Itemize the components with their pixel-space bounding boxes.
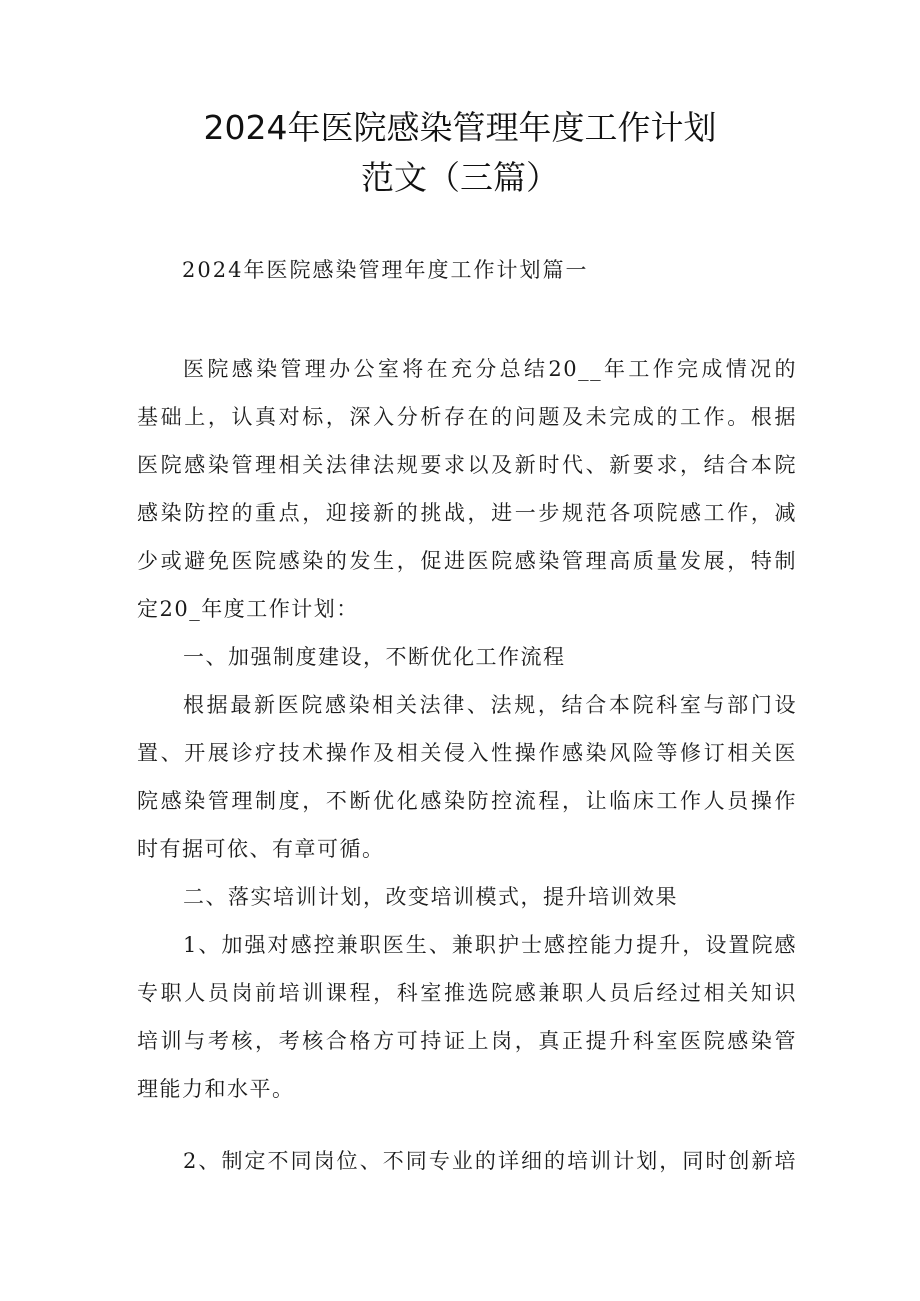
section-2-heading bbox=[137, 873, 797, 921]
paragraph-line: 理能力和水平。 bbox=[137, 1077, 295, 1101]
paragraph-line: 培训与考核，考核合格方可持证上岗，真正提升科室医院感染管 bbox=[137, 1029, 797, 1053]
document-title-line-2: 范文（三篇） bbox=[361, 158, 559, 197]
article-subheading: 2024年医院感染管理年度工作计划篇一 bbox=[182, 258, 589, 282]
section-heading-text: 二、落实培训计划，改变培训模式，提升培训效果 bbox=[183, 885, 678, 909]
section-1-paragraph bbox=[137, 681, 797, 873]
item-1-paragraph bbox=[137, 921, 797, 1113]
paragraph-line: 根据最新医院感染相关法律、法规，结合本院科室与部门设 bbox=[183, 693, 797, 717]
paragraph-line: 定20_年度工作计划： bbox=[137, 597, 359, 621]
paragraph-line: 基础上，认真对标，深入分析存在的问题及未完成的工作。根据 bbox=[137, 405, 797, 429]
item-2-paragraph bbox=[137, 1137, 797, 1185]
paragraph-line: 医院感染管理办公室将在充分总结20__年工作完成情况的 bbox=[183, 357, 797, 381]
paragraph-line: 院感染管理制度，不断优化感染防控流程，让临床工作人员操作 bbox=[137, 789, 797, 813]
document-title-line-1: 2024年医院感染管理年度工作计划 bbox=[203, 108, 717, 147]
section-1-heading bbox=[137, 633, 797, 681]
section-heading-text: 一、加强制度建设，不断优化工作流程 bbox=[183, 645, 566, 669]
paragraph-line: 置、开展诊疗技术操作及相关侵入性操作感染风险等修订相关医 bbox=[137, 741, 797, 765]
paragraph-line: 专职人员岗前培训课程，科室推选院感兼职人员后经过相关知识 bbox=[137, 981, 797, 1005]
paragraph-line: 1、加强对感控兼职医生、兼职护士感控能力提升，设置院感 bbox=[183, 933, 797, 957]
paragraph-line: 感染防控的重点，迎接新的挑战，进一步规范各项院感工作，减 bbox=[137, 501, 797, 525]
paragraph-line: 时有据可依、有章可循。 bbox=[137, 837, 385, 861]
paragraph-line: 2、制定不同岗位、不同专业的详细的培训计划，同时创新培 bbox=[183, 1149, 797, 1173]
paragraph-line: 医院感染管理相关法律法规要求以及新时代、新要求，结合本院 bbox=[137, 453, 797, 477]
paragraph-line: 少或避免医院感染的发生，促进医院感染管理高质量发展，特制 bbox=[137, 549, 797, 573]
intro-paragraph bbox=[137, 345, 797, 633]
